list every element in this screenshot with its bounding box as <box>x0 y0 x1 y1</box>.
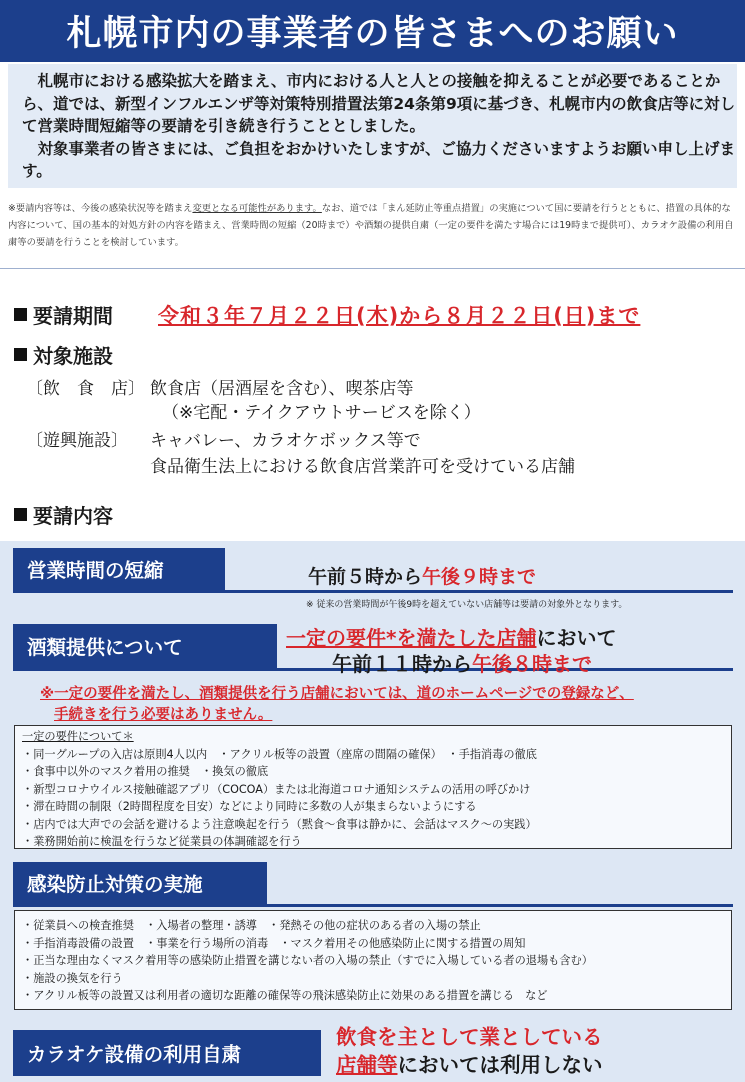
alcohol-red-note-line-1: ※一定の要件を満たし、酒類提供を行う店舗においては、道のホームページでの登録など、 <box>40 686 634 702</box>
alcohol-line-1-red: 一定の要件*を満たした店舗 <box>286 626 537 650</box>
infection-item: ・アクリル板等の設置又は利用者の適切な距離の確保等の飛沫感染防止に効果のある措置を講じる など <box>22 989 548 1002</box>
alcohol-header: 酒類提供について <box>13 624 277 668</box>
alcohol-line-2-red: 午後８時まで <box>472 652 592 676</box>
infection-underline <box>13 904 733 907</box>
requirements-title: 一定の要件について＊ <box>22 730 134 743</box>
period-label: 要請期間 <box>33 304 113 328</box>
content-heading <box>14 500 113 529</box>
alcohol-line-2 <box>332 648 592 677</box>
karaoke-line-1-red: 飲食を主として業としている <box>336 1025 603 1049</box>
intro-text <box>22 70 737 183</box>
hours-text <box>308 562 536 589</box>
note-part-2: 変更となる可能性があります。 <box>192 203 322 214</box>
karaoke-line-2-red: 店舗等 <box>336 1053 398 1077</box>
infection-list <box>22 917 593 1005</box>
alcohol-line-1-black: において <box>536 626 617 650</box>
square-bullet-icon <box>14 348 27 361</box>
facilities-label: 対象施設 <box>33 344 113 368</box>
restaurant-line-1: 飲食店（居酒屋を含む）、喫茶店等 <box>150 379 414 399</box>
karaoke-header: カラオケ設備の利用自粛 <box>13 1030 321 1076</box>
hours-note: ※ 従来の営業時間が午後9時を超えていない店舗等は要請の対象外となります。 <box>306 600 628 610</box>
change-note <box>8 200 738 251</box>
hours-text-black: 午前５時から <box>308 566 423 588</box>
alcohol-red-note-line-2: 手続きを行う必要はありません。 <box>54 707 273 723</box>
requirement-item: ・同一グループの入店は原則4人以内 ・アクリル板等の設置（座席の間隔の確保） ・手指消毒の徹底 <box>22 747 537 761</box>
intro-paragraph-1: 札幌市における感染拡大を踏まえ、市内における人と人との接触を抑えることが必要であることから、道では、新型インフルエンザ等対策特別措置法第24条第9項に基づき、札幌市内の飲食店等に対して営業時間短縮等の要請を引き続き行うこととしました。 <box>22 72 736 135</box>
intro-paragraph-2: 対象事業者の皆さまには、ご負担をおかけいたしますが、ご協力くださいますようお願い申し上げます。 <box>22 139 736 180</box>
amusement-tag: 〔遊興施設〕 <box>26 431 128 451</box>
hours-text-red: 午後９時まで <box>422 566 537 588</box>
page-title: 札幌市内の事業者の皆さまへのお願い <box>0 0 745 62</box>
infection-item: ・手指消毒設備の設置 ・事業を行う場所の消毒 ・マスク着用その他感染防止に関する措置の周知 <box>22 936 526 950</box>
requirement-item: ・新型コロナウイルス接触確認アプリ（COCOA）または北海道コロナ通知システムの活用の呼びかけ <box>22 782 531 796</box>
restaurant-tag: 〔飲 食 店〕 <box>26 379 145 399</box>
infection-item: ・施設の換気を行う <box>22 971 123 985</box>
period-heading <box>14 300 113 329</box>
karaoke-line-1 <box>336 1020 603 1050</box>
note-part-3: なお、道では「まん延防止等重点措置」の実施について国に要請を行うとともに、措置の具体的な内容について、国の基本的対処方針の内容を踏まえ、営業時間の短縮（20時まで）や酒類の提供自粛（一定の要件を満たす場合には19時まで提供可）、カラオケ設備の利用自粛等の要請を行うことを検討しています。 <box>8 203 734 248</box>
alcohol-red-note <box>40 684 730 726</box>
requirement-item: ・店内では大声での会話を避けるよう注意喚起を行う（黙食～食事は静かに、会話はマスク～の実践） <box>22 817 537 831</box>
period-value: 令和３年７月２２日(木)から８月２２日(日)まで <box>158 304 641 328</box>
amusement-line-2: 食品衛生法上における飲食店営業許可を受けている店舗 <box>150 457 575 477</box>
divider <box>0 268 745 269</box>
alcohol-line-1 <box>286 622 616 651</box>
infection-item: ・正当な理由なくマスク着用等の感染防止措置を講じない者の入場の禁止（すでに入場している者の退場も含む） <box>22 954 593 967</box>
alcohol-line-2-black: 午前１１時から <box>332 652 472 676</box>
hours-underline <box>13 590 733 593</box>
restaurant-line-2: （※宅配・テイクアウトサービスを除く） <box>162 403 481 423</box>
infection-item: ・従業員への検査推奨 ・入場者の整理・誘導 ・発熱その他の症状のある者の入場の禁止 <box>22 919 481 932</box>
requirement-item: ・滞在時間の制限（2時間程度を目安）などにより同時に多数の人が集まらないようにする <box>22 800 477 813</box>
karaoke-line-2-black: においては利用しない <box>397 1053 603 1077</box>
hours-header: 営業時間の短縮 <box>13 548 225 590</box>
content-label: 要請内容 <box>33 504 113 528</box>
requirement-item: ・食事中以外のマスク着用の推奨 ・換気の徹底 <box>22 765 269 778</box>
requirement-item: ・業務開始前に検温を行うなど従業員の体調確認を行う <box>22 835 302 848</box>
square-bullet-icon <box>14 508 27 521</box>
requirements-list <box>22 728 537 851</box>
amusement-line-1: キャバレー、カラオケボックス等で <box>150 431 421 451</box>
karaoke-line-2 <box>336 1048 603 1078</box>
note-part-1: ※要請内容等は、今後の感染状況等を踏まえ <box>8 203 193 214</box>
infection-header: 感染防止対策の実施 <box>13 862 267 904</box>
square-bullet-icon <box>14 308 27 321</box>
facilities-heading <box>14 340 113 369</box>
